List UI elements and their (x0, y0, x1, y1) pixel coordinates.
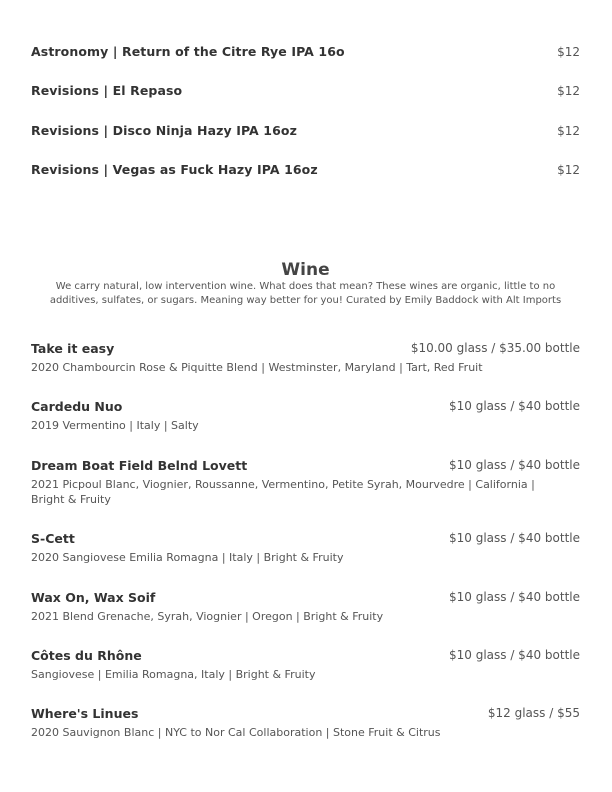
menu-item (31, 162, 580, 201)
item-name: Revisions | Disco Ninja Hazy IPA 16oz (31, 122, 297, 138)
menu-item (31, 531, 580, 590)
item-price: $10 glass / $40 bottle (448, 458, 580, 472)
menu-item (31, 458, 580, 531)
item-price: $10.00 glass / $35.00 bottle (410, 341, 580, 355)
item-name: Revisions | Vegas as Fuck Hazy IPA 16oz (31, 161, 318, 177)
item-description: 2019 Vermentino | Italy | Salty (31, 419, 199, 432)
item-name: Côtes du Rhône (31, 648, 142, 663)
item-name: Where's Linues (31, 706, 139, 721)
wine-list (31, 341, 580, 746)
item-price: $12 (557, 123, 580, 138)
item-description: 2020 Chambourcin Rose & Piquitte Blend | Westminster, Maryland | Tart, Red Fruit (31, 361, 483, 374)
item-price: $10 glass / $40 bottle (448, 399, 580, 413)
menu-item (31, 590, 580, 648)
menu-item (31, 123, 580, 162)
item-name: Wax On, Wax Soif (31, 590, 156, 605)
item-description: Sangiovese | Emilia Romagna, Italy | Bright & Fruity (31, 668, 316, 681)
item-description: 2020 Sangiovese Emilia Romagna | Italy | Bright & Fruity (31, 551, 344, 564)
section-intro: We carry natural, low intervention wine. What does that mean? These wines are organic, little to no additives, sulfates, or sugars. Meaning way better for you! Curated by Emily Baddock with Alt Imports (49, 281, 562, 306)
menu-item (31, 44, 580, 83)
section-heading: Wine (281, 260, 330, 280)
item-price: $10 glass / $40 bottle (448, 531, 580, 545)
item-price: $12 (557, 162, 580, 177)
menu-item (31, 706, 580, 746)
item-name: Revisions | El Repaso (31, 83, 183, 99)
item-price: $12 (557, 45, 580, 59)
item-description: 2020 Sauvignon Blanc | NYC to Nor Cal Collaboration | Stone Fruit & Citrus (31, 726, 441, 739)
item-name: Astronomy | Return of the Citre Rye IPA 16o (31, 44, 345, 59)
item-name: Dream Boat Field Belnd Lovett (31, 458, 248, 473)
menu-item (31, 83, 580, 122)
item-name: Take it easy (31, 341, 115, 356)
wine-section (31, 260, 580, 308)
item-price: $12 (557, 84, 580, 99)
item-name: Cardedu Nuo (31, 399, 123, 414)
item-price: $10 glass / $40 bottle (448, 648, 580, 662)
beer-list (31, 44, 580, 201)
item-description: 2021 Blend Grenache, Syrah, Viognier | Oregon | Bright & Fruity (31, 610, 384, 623)
item-price: $10 glass / $40 bottle (448, 590, 580, 604)
item-description: 2021 Picpoul Blanc, Viognier, Roussanne, Vermentino, Petite Syrah, Mourvedre | California | Bright & Fruity (31, 478, 535, 506)
menu-item (31, 341, 580, 399)
menu-item (31, 648, 580, 706)
item-price: $12 glass / $55 (487, 706, 580, 720)
item-name: S-Cett (31, 531, 75, 546)
menu-item (31, 399, 580, 458)
